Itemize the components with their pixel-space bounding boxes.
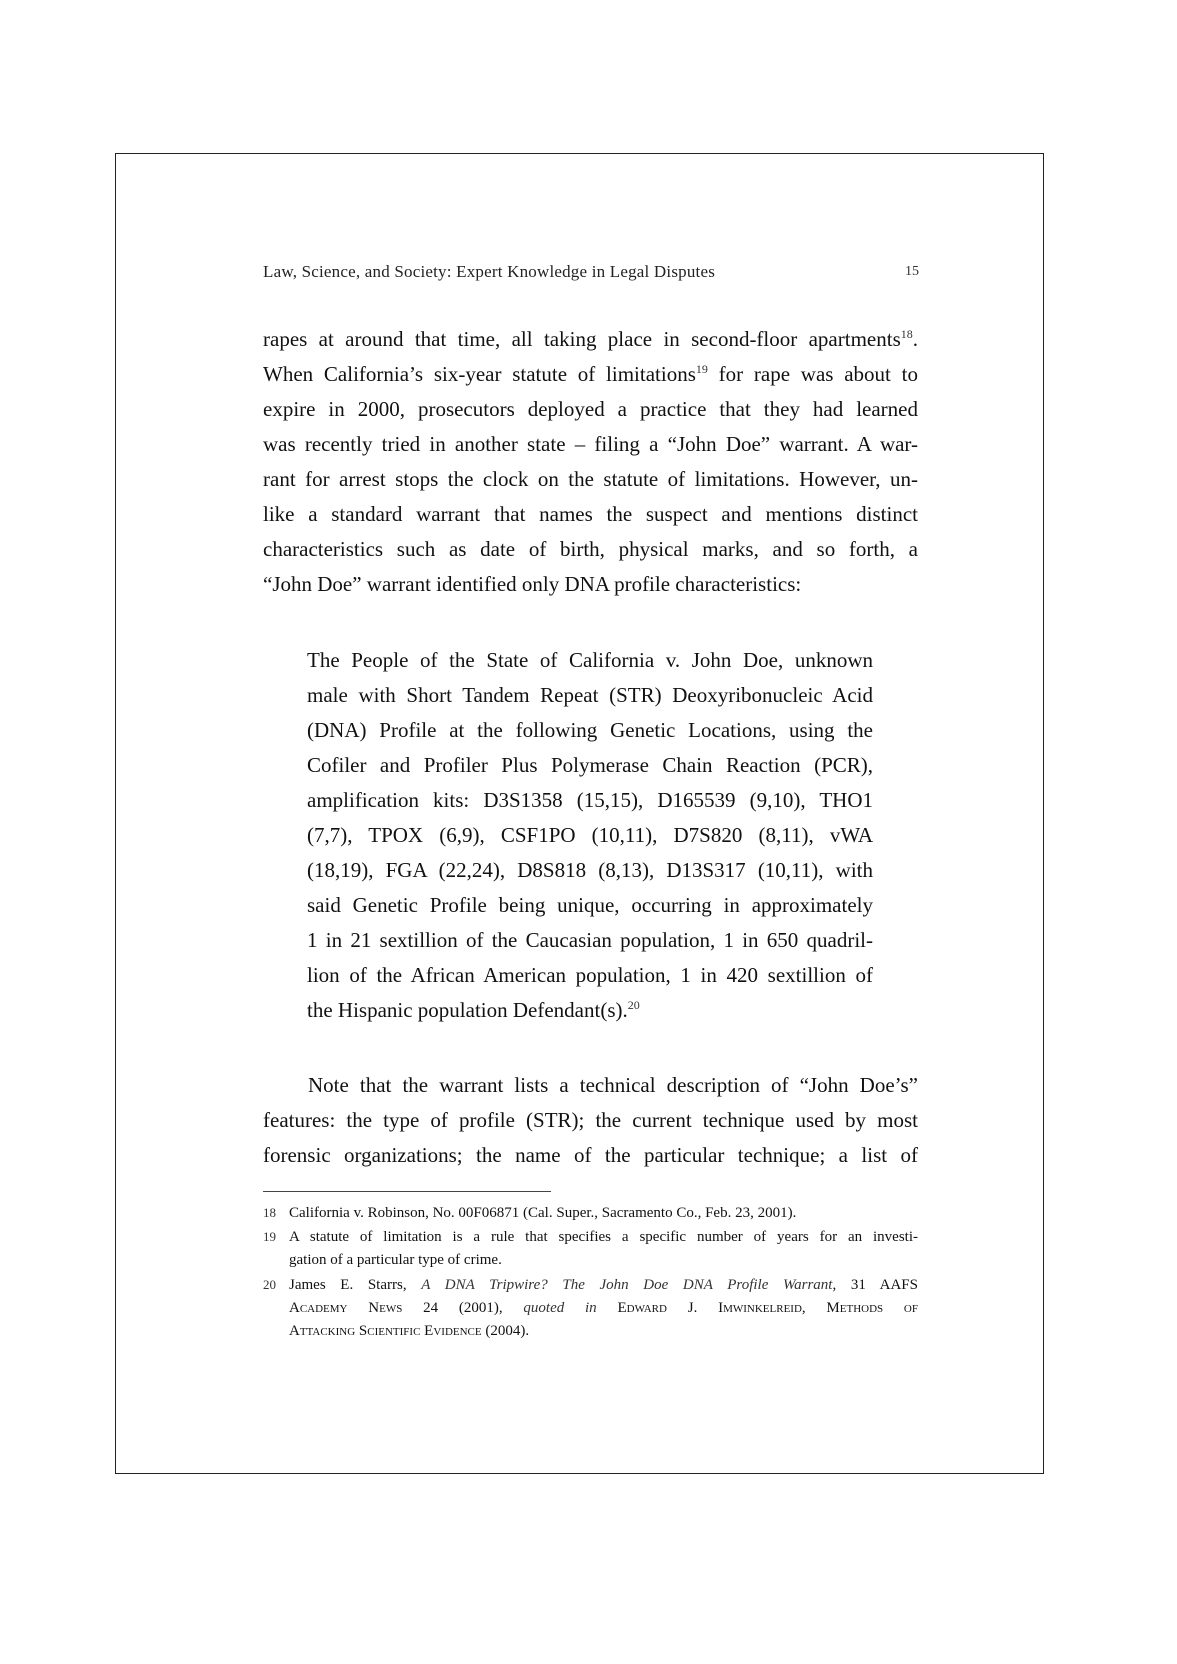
text-line: features: the type of profile (STR); the current technique used by most [263,1108,918,1132]
text-span: When California’s six-year statute of limitations [263,362,696,386]
text-line: rant for arrest stops the clock on the statute of limitations. However, un- [263,467,918,491]
footnote-19-line: A statute of limitation is a rule that specifies a specific number of years for an investi- [289,1229,918,1245]
quote-line: lion of the African American population, 1 in 420 sextillion of [307,963,873,987]
text-line [263,361,918,387]
quote-line [307,997,873,1023]
quote-line: (DNA) Profile at the following Genetic Locations, using the [307,718,873,742]
quote-line: (7,7), TPOX (6,9), CSF1PO (10,11), D7S820 (8,11), vWA [307,823,873,847]
citation-volume: , 31 AAFS [832,1277,918,1293]
footnote-number-20: 20 [263,1277,276,1292]
text-line: expire in 2000, prosecutors deployed a practice that they had learned [263,397,918,421]
text-line [263,326,918,352]
text-line: characteristics such as date of birth, physical marks, and so forth, a [263,537,918,561]
text-span: for rape was about to [707,362,918,386]
footnote-number-19: 19 [263,1229,276,1244]
quote-line: The People of the State of California v. John Doe, unknown [307,648,873,672]
running-title: Law, Science, and Society: Expert Knowledge in Legal Disputes [263,262,716,281]
page-number: 15 [905,264,919,279]
citation-signal: quoted in [523,1300,597,1316]
text-line: like a standard warrant that names the suspect and mentions distinct [263,502,918,526]
text-line: was recently tried in another state – filing a “John Doe” warrant. A war- [263,432,918,456]
citation-journal: Academy News [289,1300,403,1316]
text-span: the Hispanic population Defendant(s). [307,998,628,1022]
footnote-18: California v. Robinson, No. 00F06871 (Cal. Super., Sacramento Co., Feb. 23, 2001). [289,1205,797,1221]
text-line: forensic organizations; the name of the particular technique; a list of [263,1143,918,1167]
footnote-number-18: 18 [263,1205,276,1220]
footnote-separator [263,1191,551,1192]
text-span: rapes at around that time, all taking place in second-floor apartments [263,327,901,351]
footnote-20-line [289,1322,918,1341]
citation-pages: 24 (2001), [402,1300,524,1316]
text-line: “John Doe” warrant identified only DNA profile characteristics: [263,572,802,596]
citation-title: A DNA Tripwire? The John Doe DNA Profile Warrant [421,1277,833,1293]
footnote-ref-18[interactable]: 18 [900,327,913,341]
quote-line: (18,19), FGA (22,24), D8S818 (8,13), D13S317 (10,11), with [307,858,873,882]
footnote-ref-20[interactable]: 20 [627,998,640,1012]
quote-line: said Genetic Profile being unique, occurring in approximately [307,893,873,917]
quote-line: amplification kits: D3S1358 (15,15), D165539 (9,10), THO1 [307,788,873,812]
footnote-20-line [289,1276,918,1295]
text-span: . [912,327,918,351]
quote-line: 1 in 21 sextillion of the Caucasian population, 1 in 650 quadril- [307,928,873,952]
citation-author: James E. Starrs, [289,1277,422,1293]
footnote-ref-19[interactable]: 19 [695,362,708,376]
text-line: Note that the warrant lists a technical description of “John Doe’s” [308,1073,918,1097]
quote-line: male with Short Tandem Repeat (STR) Deoxyribonucleic Acid [307,683,873,707]
citation-book: Attacking Scientific Evidence [289,1323,482,1339]
footnote-19-line: gation of a particular type of crime. [289,1252,502,1268]
citation-author-2: Edward J. Imwinkelreid, Methods of [596,1300,918,1316]
footnote-20-line [289,1299,918,1318]
quote-line: Cofiler and Profiler Plus Polymerase Chain Reaction (PCR), [307,753,873,777]
citation-year: (2004). [481,1323,530,1339]
